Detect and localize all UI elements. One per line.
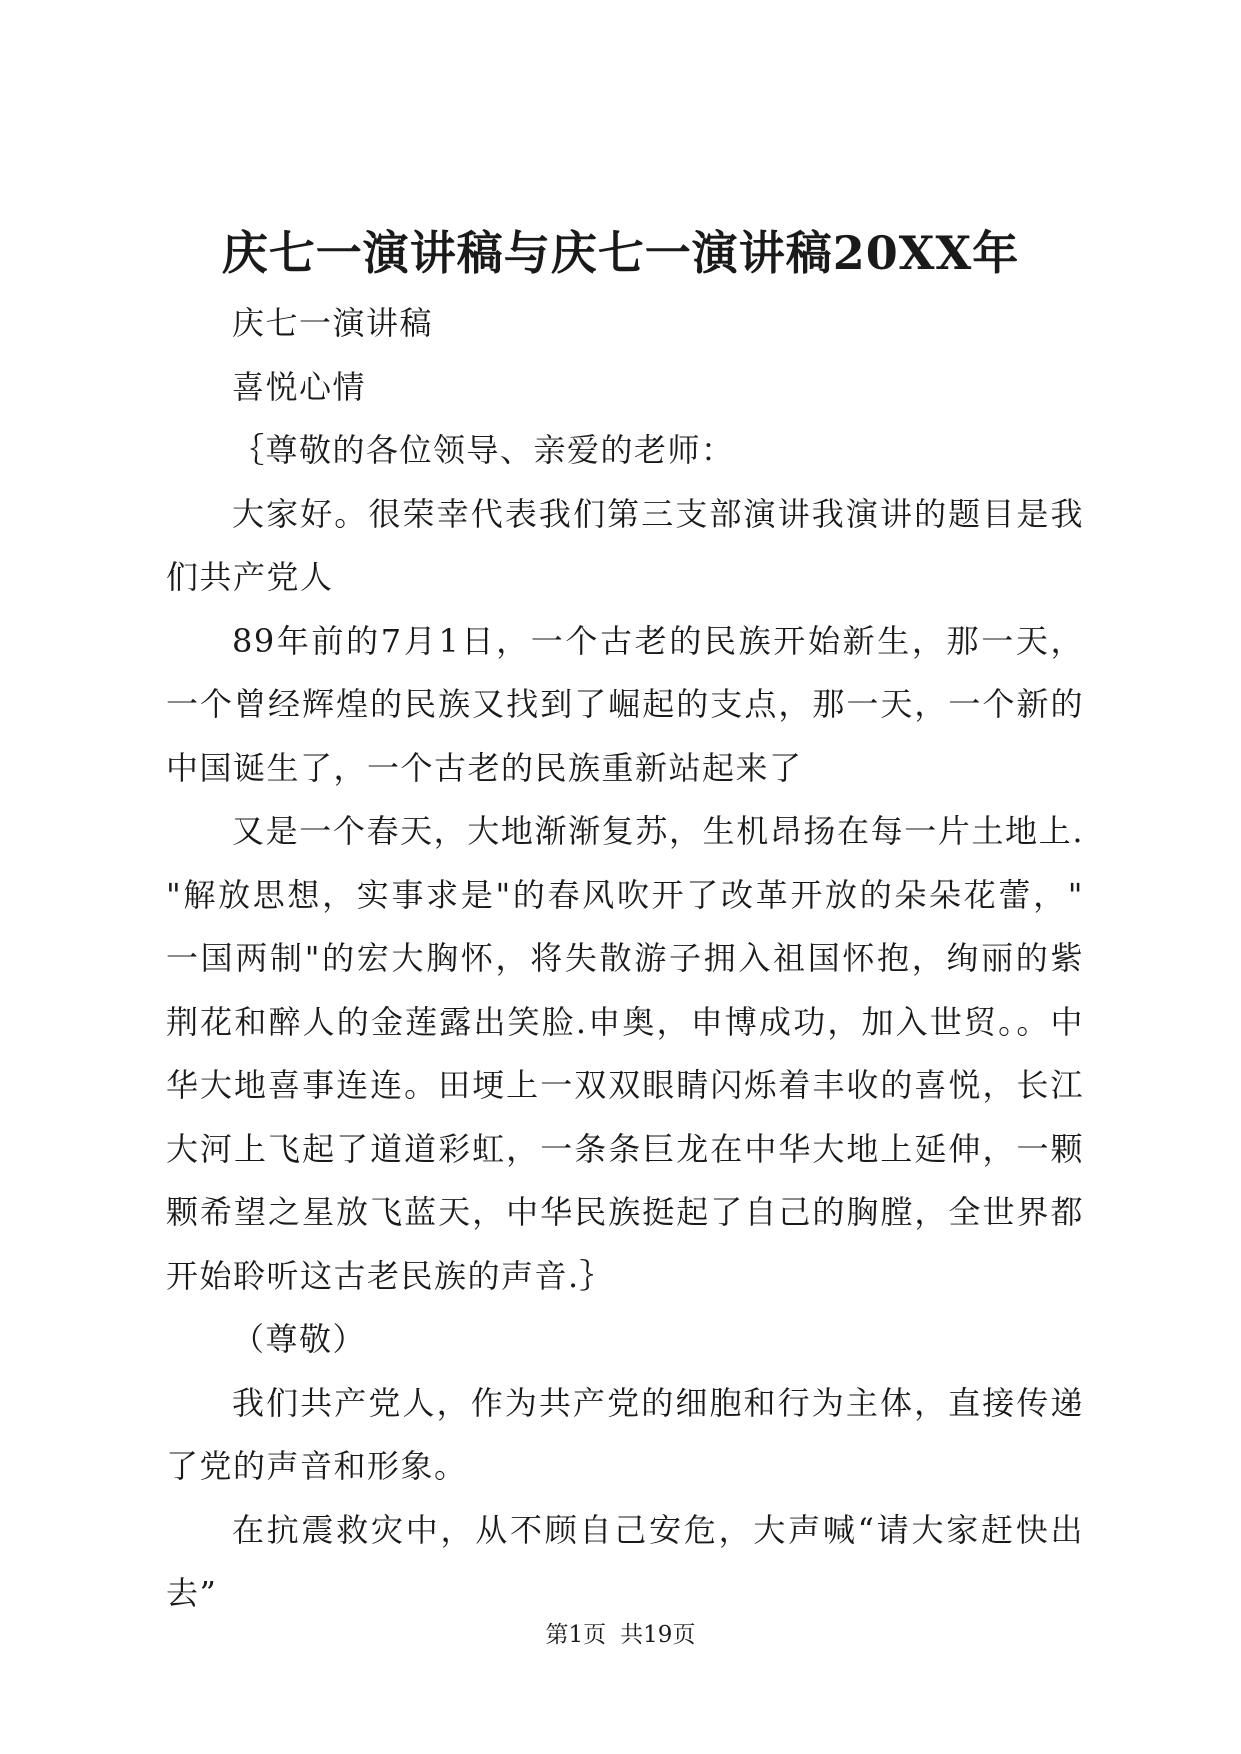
- paragraph-greeting: 大家好。很荣幸代表我们第三支部演讲我演讲的题目是我们共产党人: [166, 494, 1084, 596]
- document-title: 庆七一演讲稿与庆七一演讲稿20XX年: [221, 226, 1020, 280]
- page-total: 共19页: [620, 1622, 696, 1648]
- page-footer: [0, 1620, 1241, 1650]
- paragraph-respect-label: （尊敬）: [232, 1320, 367, 1358]
- document-body: [166, 292, 1084, 1626]
- paragraph-party-members: 我们共产党人，作为共产党的细胞和行为主体，直接传递了党的声音和形象。: [166, 1383, 1084, 1485]
- paragraph-earthquake: 在抗震救灾中，从不顾自己安危，大声喊“请大家赶快出去”: [166, 1510, 1084, 1612]
- paragraph-subtitle: 喜悦心情: [232, 367, 367, 406]
- paragraph-salutation: ｛尊敬的各位领导、亲爱的老师：: [232, 431, 735, 469]
- paragraph-history: 89年前的7月1日，一个古老的民族开始新生，那一天，一个曾经辉煌的民族又找到了崛起的支点，那一天，一个新的中国诞生了，一个古老的民族重新站起来了: [166, 621, 1084, 787]
- page-number: 第1页: [545, 1622, 607, 1648]
- paragraph-speech-heading: 庆七一演讲稿: [232, 304, 434, 342]
- paragraph-spring: 又是一个春天，大地渐渐复苏，生机昂扬在每一片土地上."解放思想，实事求是"的春风吹开了改革开放的朵朵花蕾，"一国两制"的宏大胸怀，将失散游子拥入祖国怀抱，绚丽的紫荆花和醉人的金莲露出笑脸.申奥，申博成功，加入世贸。。中华大地喜事连连。田埂上一双双眼睛闪烁着丰收的喜悦，长江大河上飞起了道道彩虹，一条条巨龙在中华大地上延伸，一颗颗希望之星放飞蓝天，中华民族挺起了自己的胸膛，全世界都开始聆听这古老民族的声音.｝: [166, 812, 1084, 1295]
